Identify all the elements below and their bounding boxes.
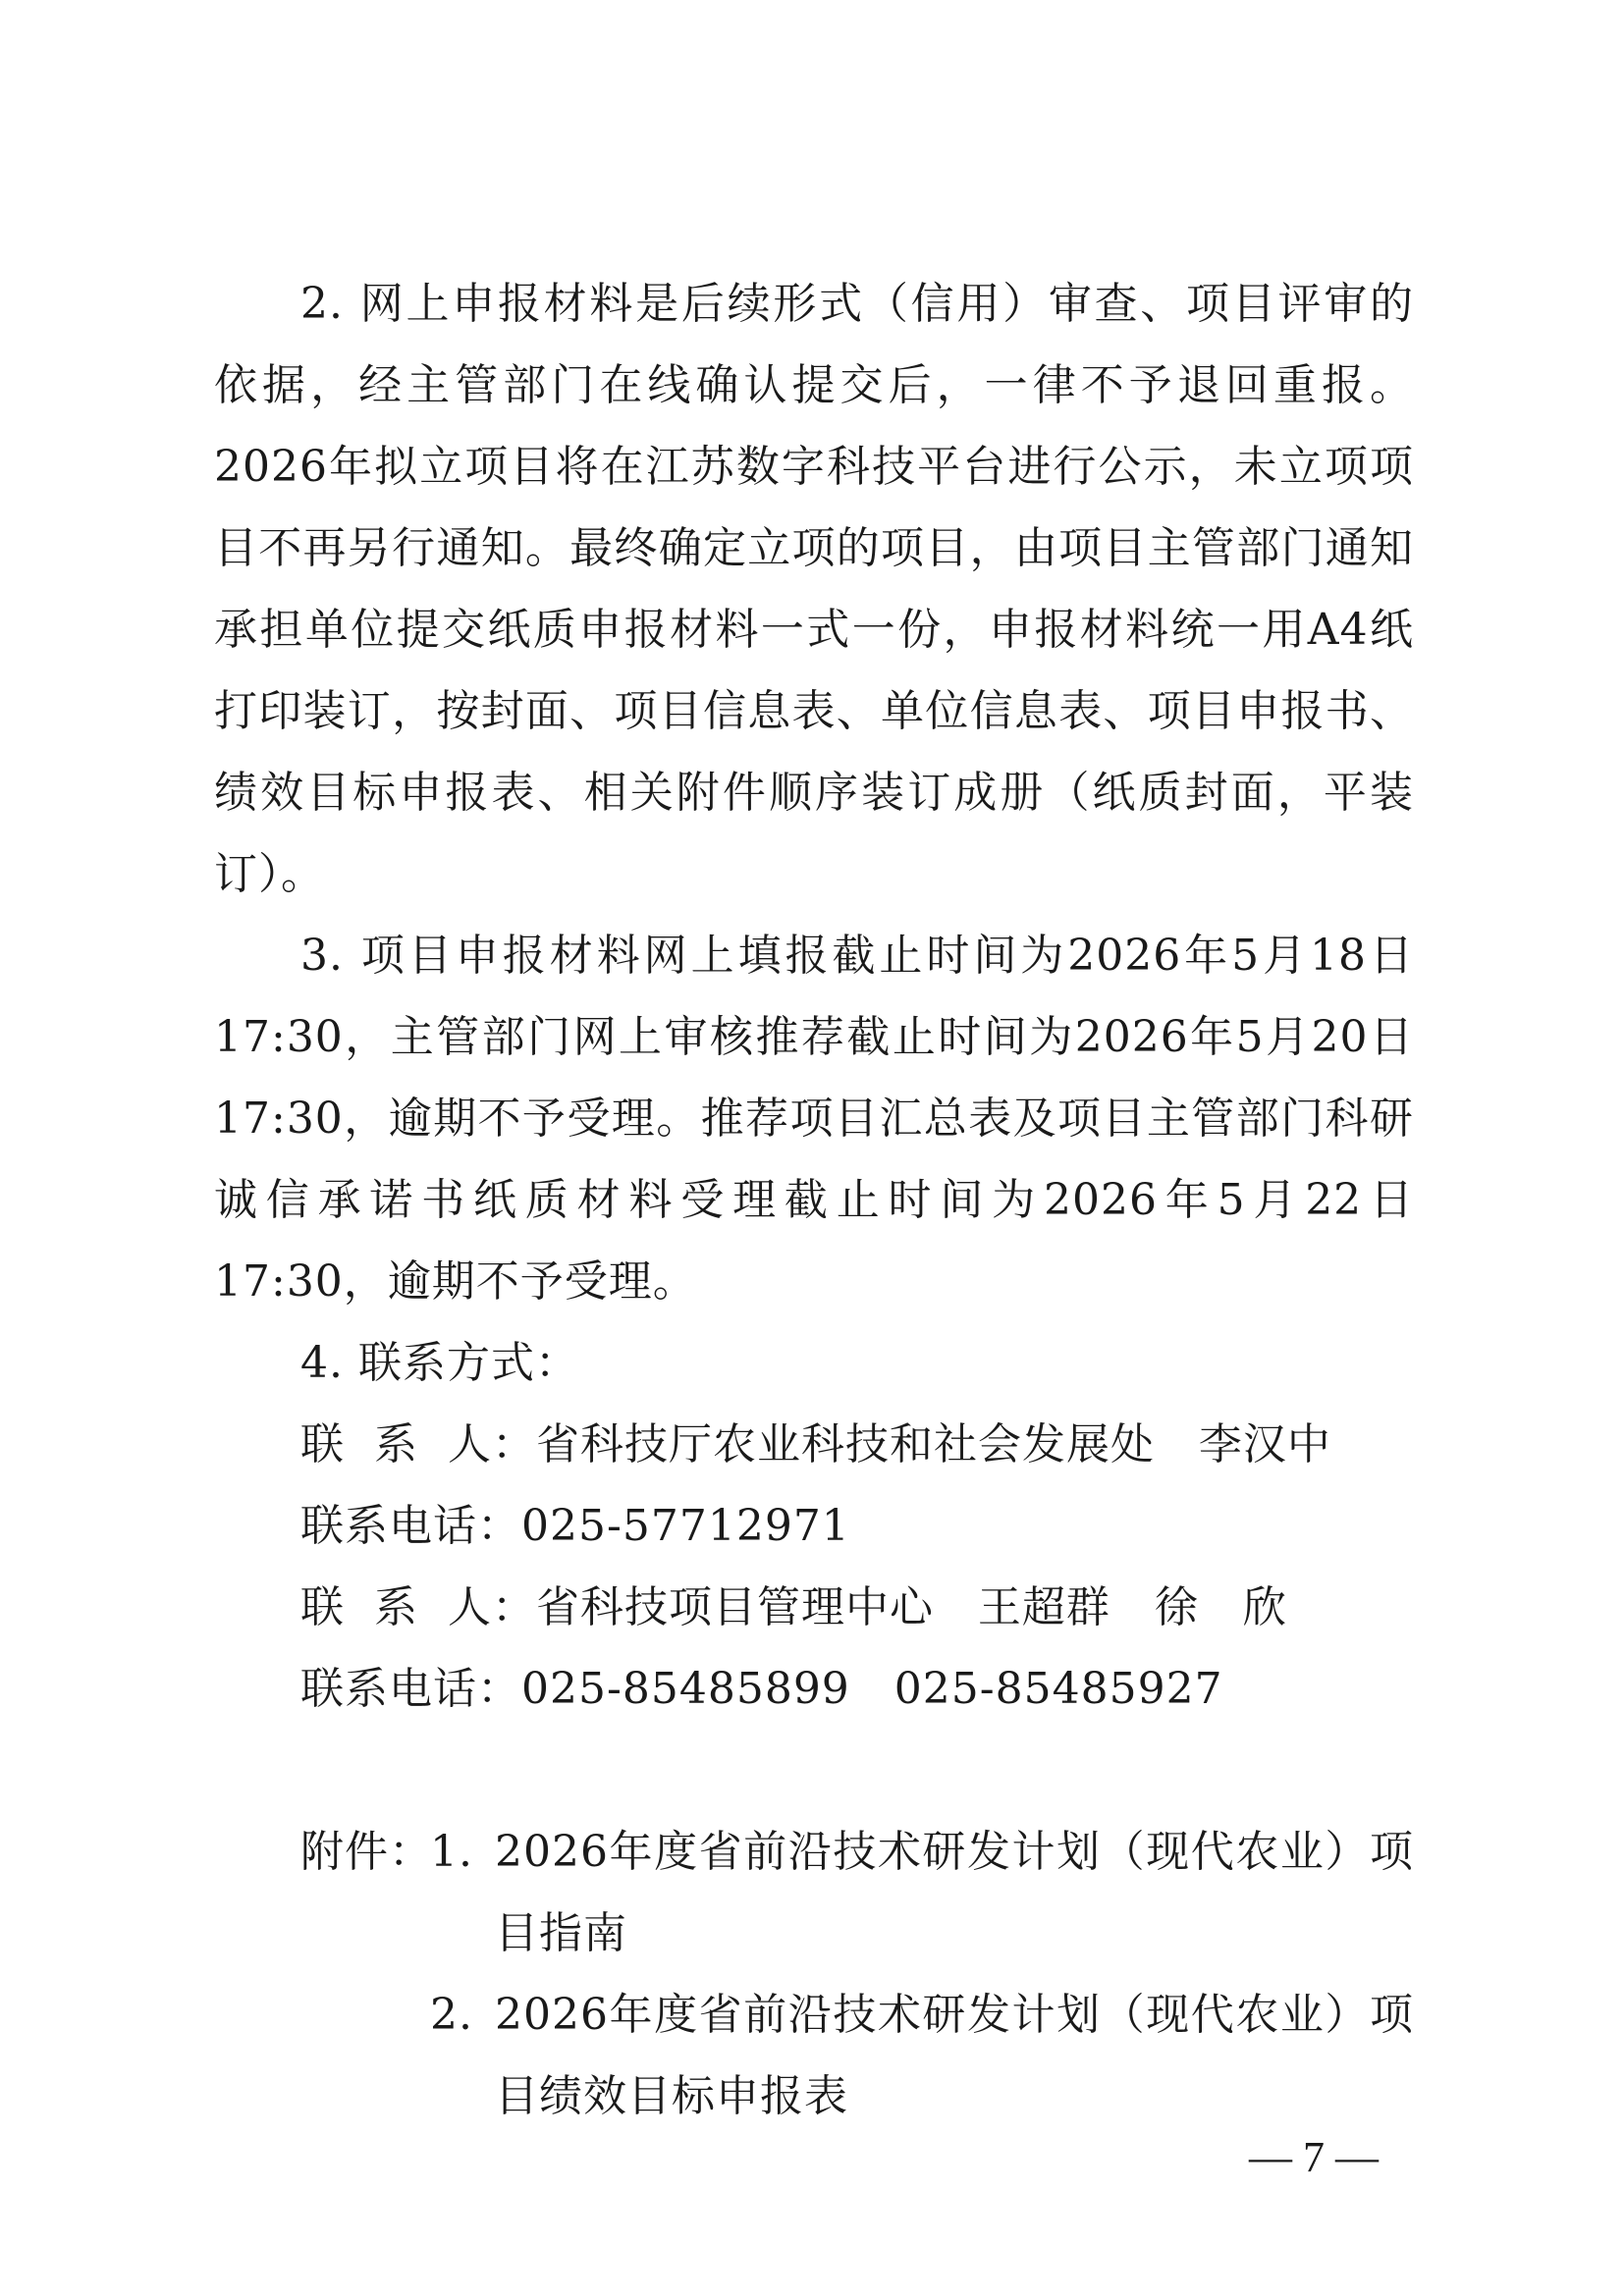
page-number: — 7 — <box>1249 2133 1379 2181</box>
attachment-number: 1. <box>430 1827 473 1877</box>
attachment-item-1 <box>214 1811 1414 1974</box>
attachment-title: 2026年度省前沿技术研发计划（现代农业）项目指南 <box>495 1827 1414 1958</box>
section-spacer <box>214 1730 1414 1811</box>
contact-phone-2: 联系电话：025-85485899 025-85485927 <box>300 1664 1223 1714</box>
attachment-label-spacer <box>300 1974 430 2137</box>
body-text <box>214 263 1414 2137</box>
attachment-title: 2026年度省前沿技术研发计划（现代农业）项目绩效目标申报表 <box>495 1990 1414 2121</box>
attachment-number: 2. <box>430 1990 473 2040</box>
paragraph-item-2: 2. 网上申报材料是后续形式（信用）审查、项目评审的依据，经主管部门在线确认提交后，一律不予退回重报。2026年拟立项目将在江苏数字科技平台进行公示，未立项项目不再另行通知。最终确定立项的项目，由项目主管部门通知承担单位提交纸质申报材料一式一份，申报材料统一用A4纸打印装订，按封面、项目信息表、单位信息表、项目申报书、绩效目标申报表、相关附件顺序装订成册（纸质封面，平装订）。 <box>214 279 1414 899</box>
attachment-label: 附件： <box>300 1827 433 1877</box>
paragraph-item-3: 3. 项目申报材料网上填报截止时间为2026年5月18日17:30，主管部门网上审核推荐截止时间为2026年5月20日17:30，逾期不予受理。推荐项目汇总表及项目主管部门科研诚信承诺书纸质材料受理截止时间为2026年5月22日17:30，逾期不予受理。 <box>214 931 1414 1307</box>
contact-heading: 4. 联系方式： <box>300 1338 579 1388</box>
contact-person-2: 联 系 人：省科技项目管理中心 王超群 徐 欣 <box>300 1582 1287 1632</box>
attachment-item-2 <box>214 1974 1414 2137</box>
contact-phone-1: 联系电话：025-57712971 <box>300 1501 850 1551</box>
contact-person-1: 联 系 人：省科技厅农业科技和社会发展处 李汉中 <box>300 1419 1331 1469</box>
